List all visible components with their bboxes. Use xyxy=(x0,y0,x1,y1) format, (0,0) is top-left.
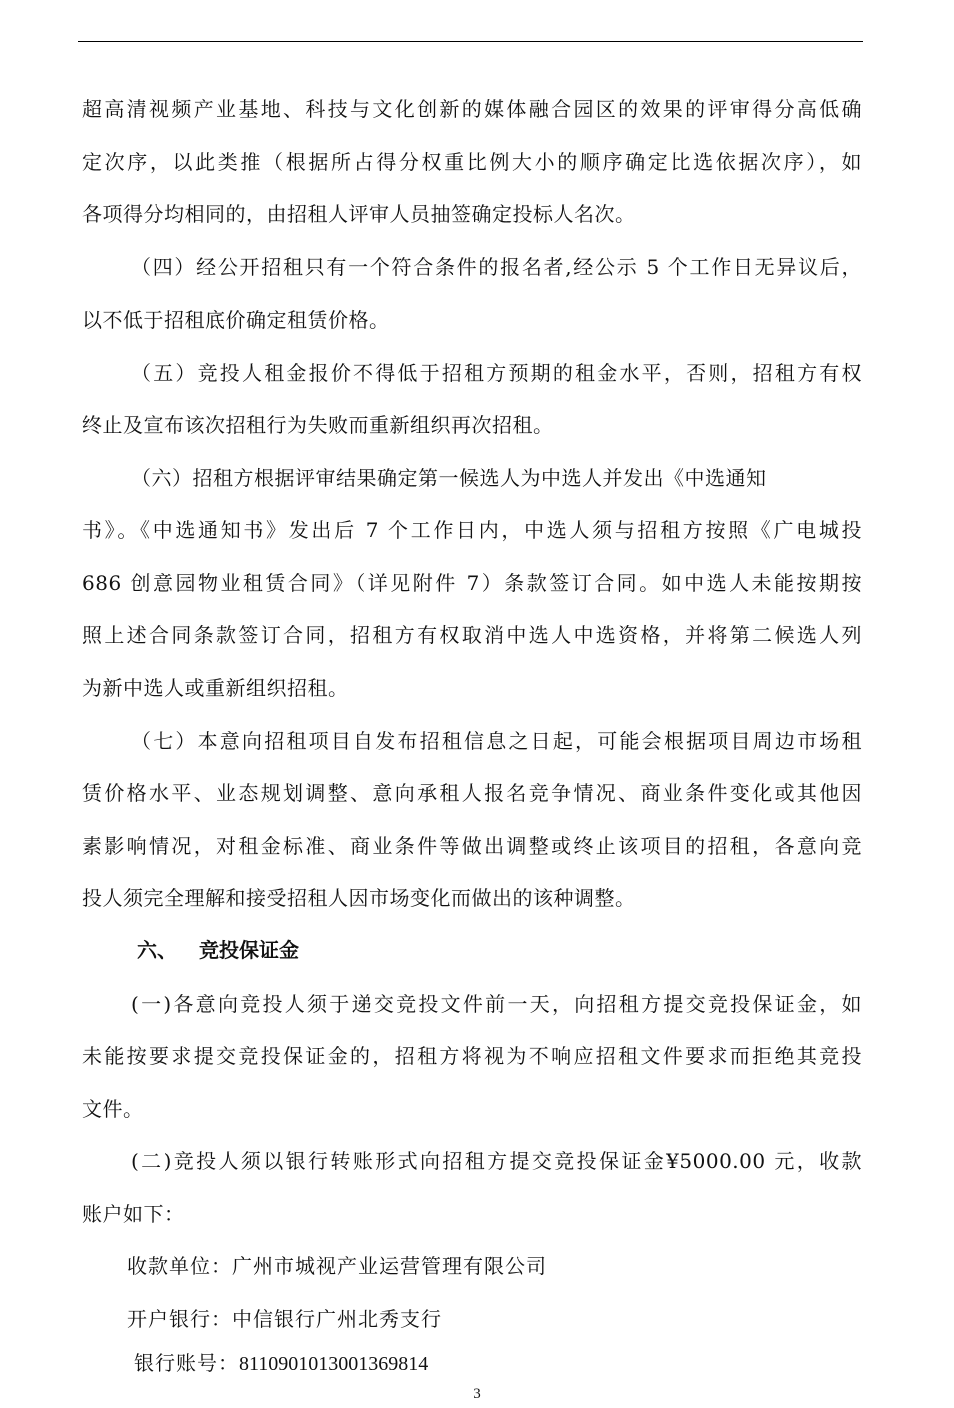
bank-label: 开户银行： xyxy=(127,1307,232,1331)
section-title: 竞投保证金 xyxy=(199,938,299,962)
body-line: 定次序，以此类推（根据所占得分权重比例大小的顺序确定比选依据次序），如 xyxy=(82,150,862,174)
section-number: 六、 xyxy=(137,938,177,962)
payee-label: 收款单位： xyxy=(127,1254,232,1278)
payee-line xyxy=(127,1252,547,1280)
body-line: 素影响情况，对租金标准、商业条件等做出调整或终止该项目的招租，各意向竞 xyxy=(82,834,862,858)
body-line: 未能按要求提交竞投保证金的，招租方将视为不响应招租文件要求而拒绝其竞投 xyxy=(82,1044,862,1068)
section-heading xyxy=(137,936,299,964)
header-rule xyxy=(78,41,863,42)
body-line: 账户如下： xyxy=(82,1202,185,1226)
body-line: 投人须完全理解和接受招租人因市场变化而做出的该种调整。 xyxy=(82,886,636,910)
body-line: 超高清视频产业基地、科技与文化创新的媒体融合园区的效果的评审得分高低确 xyxy=(82,97,862,121)
body-line: 为新中选人或重新组织招租。 xyxy=(82,676,349,700)
body-line: 照上述合同条款签订合同，招租方有权取消中选人中选资格，并将第二候选人列 xyxy=(82,623,862,647)
body-line: 以不低于招租底价确定租赁价格。 xyxy=(82,308,390,332)
bank-value: 中信银行广州北秀支行 xyxy=(232,1307,442,1331)
bank-line xyxy=(127,1305,442,1333)
payee-value: 广州市城视产业运营管理有限公司 xyxy=(232,1254,547,1278)
deposit-clause-2: (二)竞投人须以银行转账形式向招租方提交竞投保证金¥5000.00 元，收款 xyxy=(131,1149,862,1173)
clause-7: （七）本意向招租项目自发布招租信息之日起，可能会根据项目周边市场租 xyxy=(131,729,862,753)
body-line: 各项得分均相同的，由招租人评审人员抽签确定投标人名次。 xyxy=(82,202,636,226)
account-number-line xyxy=(134,1349,428,1378)
body-line: 赁价格水平、业态规划调整、意向承租人报名竞争情况、商业条件变化或其他因 xyxy=(82,781,862,805)
clause-5: （五）竞投人租金报价不得低于招租方预期的租金水平，否则，招租方有权 xyxy=(131,361,862,385)
page-number: 3 xyxy=(473,1386,481,1402)
clause-4: （四）经公开招租只有一个符合条件的报名者,经公示 5 个工作日无异议后， xyxy=(131,255,862,279)
body-line: 文件。 xyxy=(82,1097,144,1121)
account-number-value: 8110901013001369814 xyxy=(239,1353,429,1375)
clause-6: （六）招租方根据评审结果确定第一候选人为中选人并发出《中选通知 xyxy=(131,466,767,490)
body-line: 书》。《中选通知书》发出后 7 个工作日内，中选人须与招租方按照《广电城投 xyxy=(82,518,862,542)
body-line: 686 创意园物业租赁合同》（详见附件 7）条款签订合同。如中选人未能按期按 xyxy=(82,571,862,595)
body-line: 终止及宣布该次招租行为失败而重新组织再次招租。 xyxy=(82,413,554,437)
deposit-clause-1: (一)各意向竞投人须于递交竞投文件前一天，向招租方提交竞投保证金，如 xyxy=(131,992,862,1016)
account-number-label: 银行账号： xyxy=(134,1351,239,1375)
